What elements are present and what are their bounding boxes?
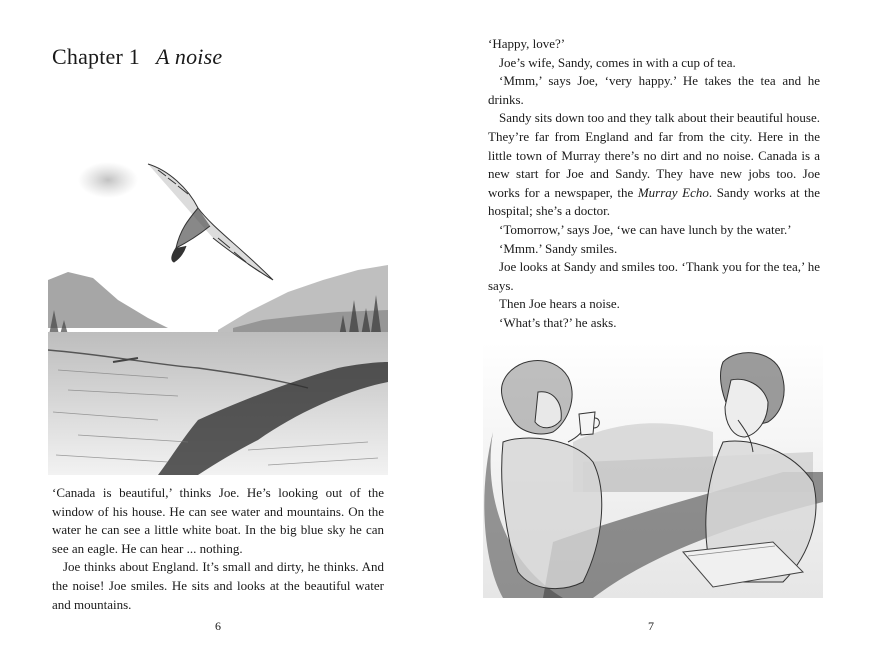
paragraph: ‘Mmm.’ Sandy smiles. [499, 240, 618, 256]
eagle-figure [148, 164, 273, 280]
joe-sandy-tea-illustration [483, 342, 823, 598]
paragraph: ‘Tomorrow,’ says Joe, ‘we can have lunch by the water.’ [499, 221, 792, 237]
paragraph: ‘Mmm,’ says Joe, ‘very happy.’ He takes the tea and he drinks. [488, 73, 820, 107]
paragraph: ‘Canada is beautiful,’ thinks Joe. He’s looking out of the window of his house. He can see water and mountains. On the water he can see a little white boat. In the big blue sky he can see an eagle. He can hear ... nothing. [52, 485, 384, 556]
lake-eagle-illustration [48, 150, 388, 475]
right-page [435, 0, 870, 663]
page-number-right: 7 [648, 619, 654, 633]
paragraph: ‘What’s that?’ he asks. [499, 314, 617, 330]
paragraph [488, 109, 820, 221]
chapter-number: Chapter 1 [52, 44, 140, 69]
paragraph: Then Joe hears a noise. [499, 296, 620, 312]
newspaper-name: Murray Echo [637, 184, 709, 200]
paragraph: Joe’s wife, Sandy, comes in with a cup of tea. [499, 54, 736, 70]
page-number-left: 6 [215, 619, 221, 633]
paragraph-text: . Sandy works at the hospital; she’s a doctor. [488, 184, 820, 219]
paragraph: ‘Happy, love?’ [488, 36, 566, 51]
paragraph: Joe thinks about England. It’s small and dirty, he thinks. And the noise! Joe smiles. He sits and looks at the beautiful water and mountains. [52, 559, 384, 612]
paragraph: Joe looks at Sandy and smiles too. ‘Thank you for the tea,’ he says. [488, 259, 820, 293]
chapter-heading [52, 44, 222, 70]
right-page-text [488, 35, 820, 333]
left-page-text [52, 484, 384, 614]
paragraph-text: Sandy sits down too and they talk about their beautiful house. They’re far from England and far from the city. Here in the little town of Murray there’s no dirt and no noise. Canada is a new start for Joe and Sandy. They have new jobs too. Joe works for a newspaper, the [488, 110, 820, 200]
chapter-name: A noise [155, 44, 223, 69]
